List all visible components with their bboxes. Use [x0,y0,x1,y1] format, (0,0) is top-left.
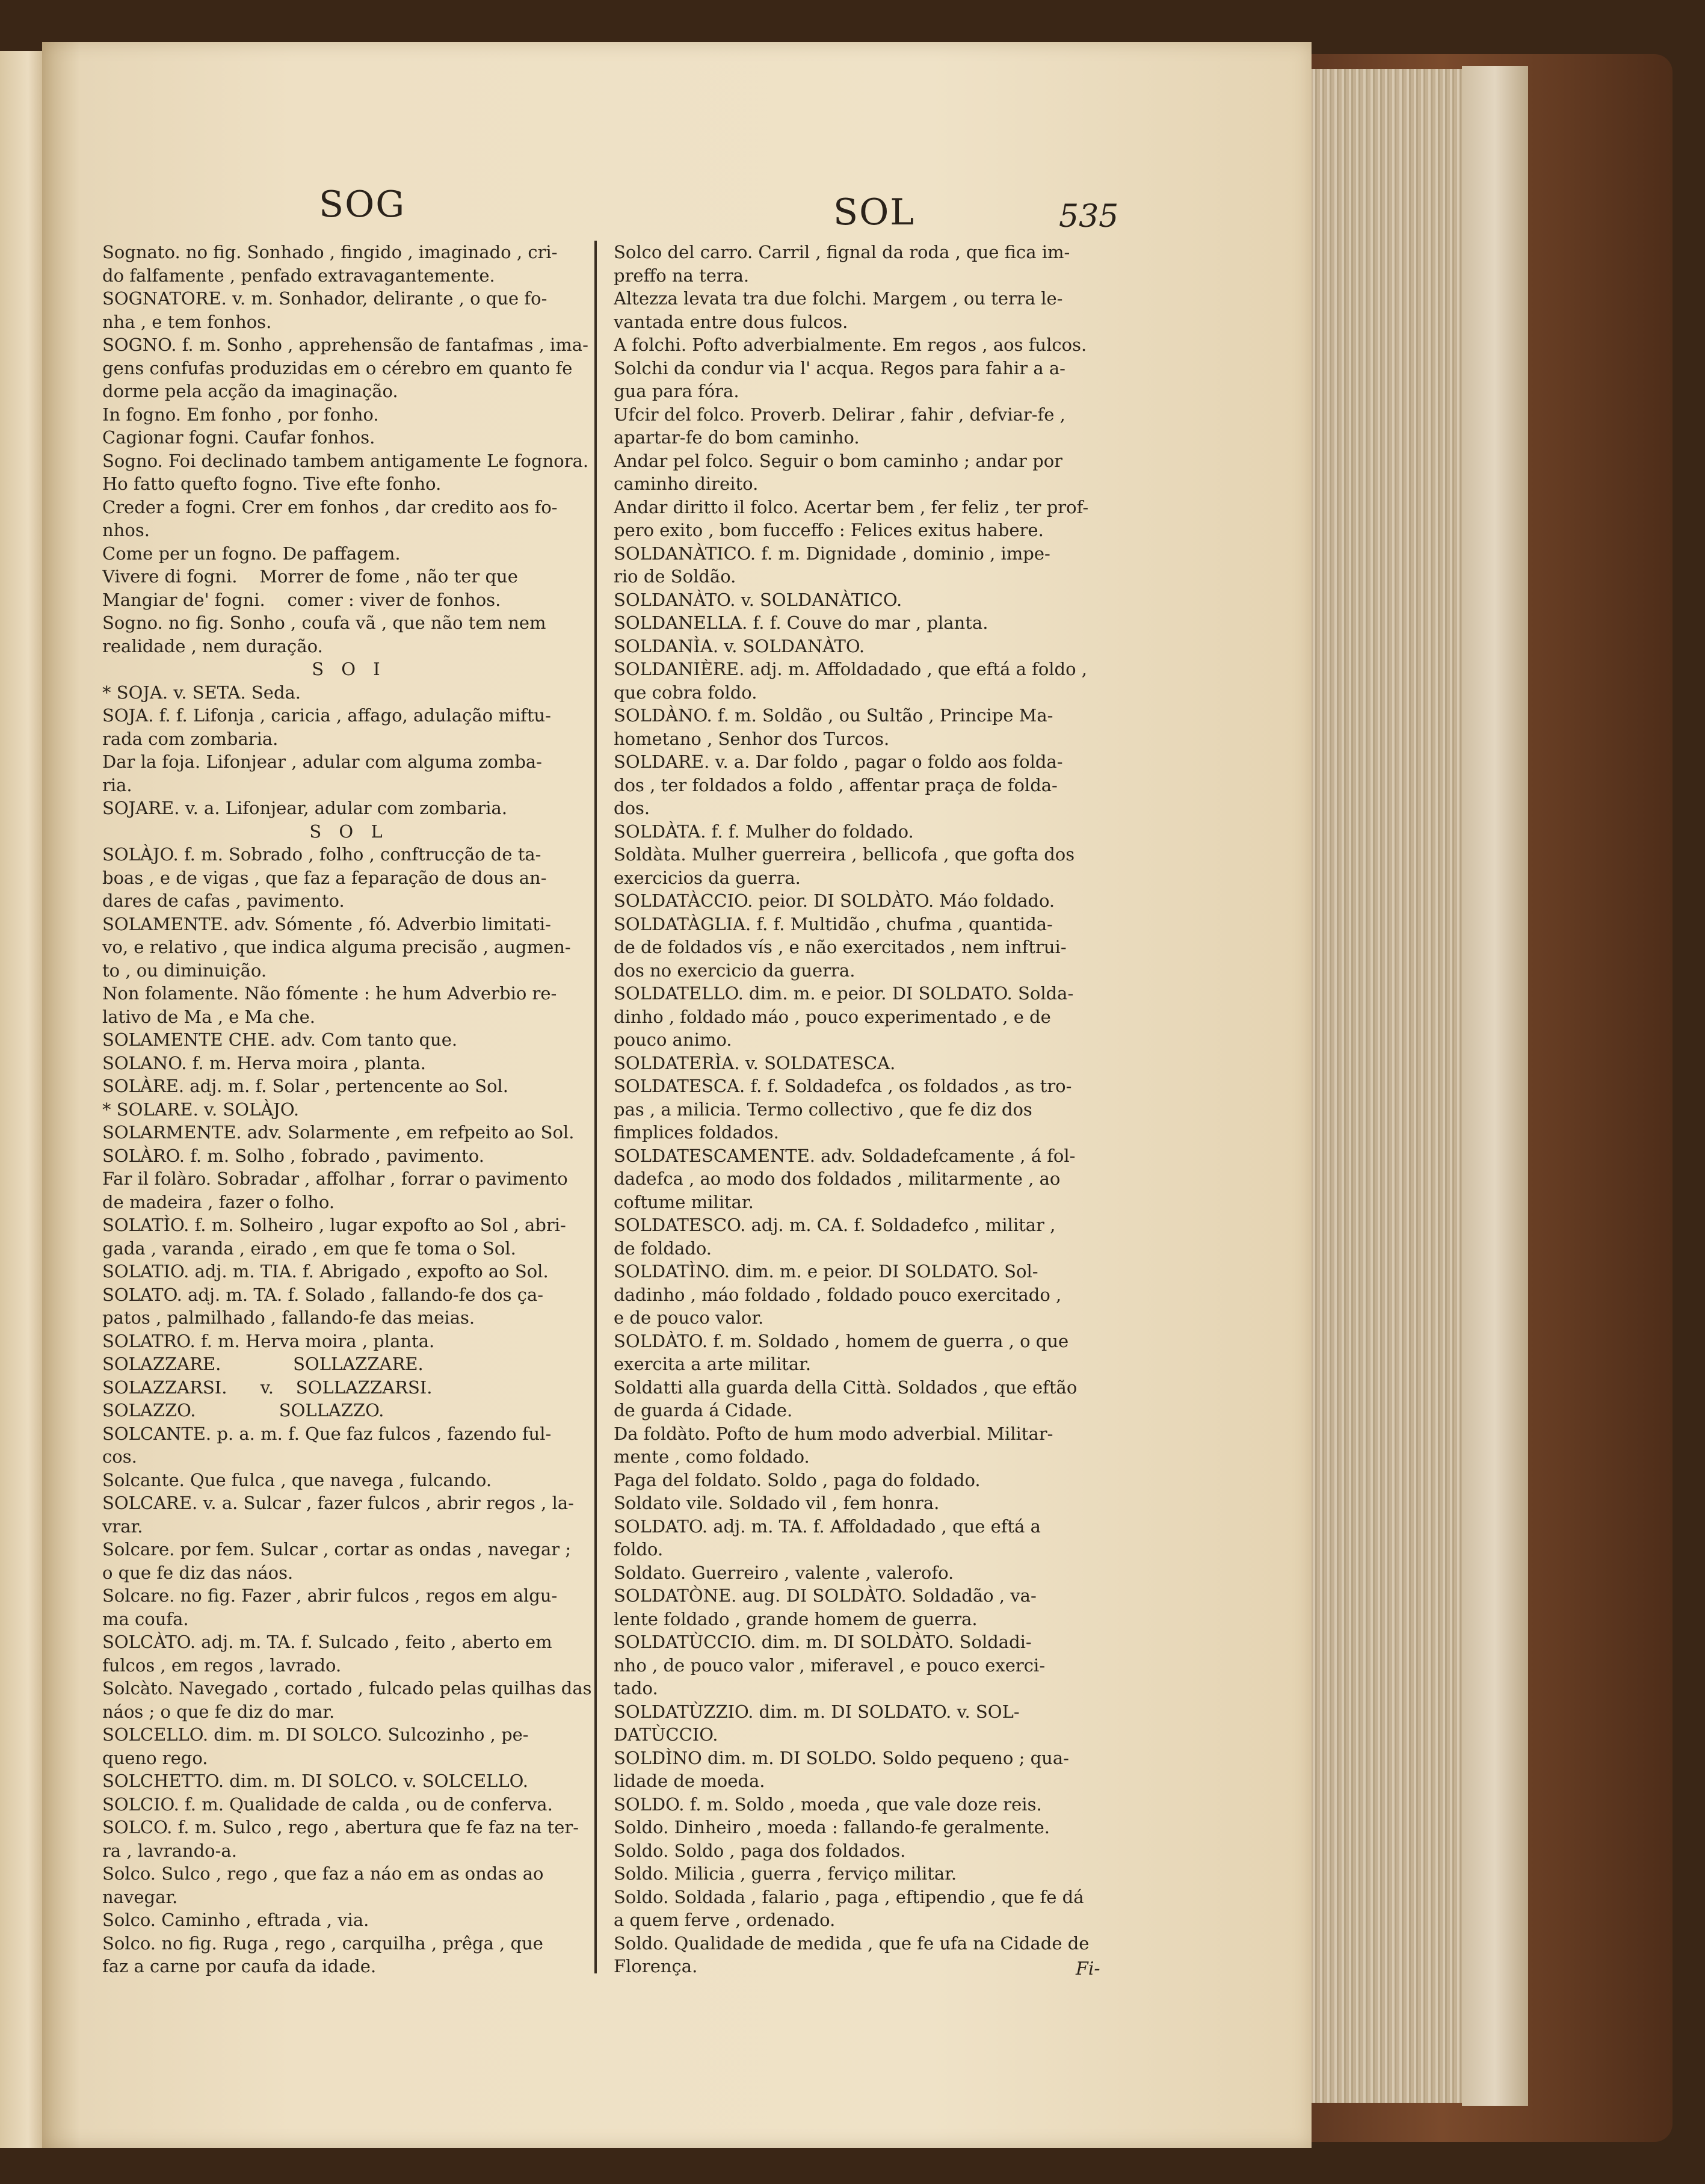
entry-line: SOLÀRO. f. m. Solho , fobrado , pavimento. [102,1145,484,1166]
right-column [614,241,1125,1978]
entry-line: de madeira , fazer o folho. [102,1191,335,1212]
entry-line: to , ou diminuição. [102,960,267,981]
entry-line: Altezza levata tra due folchi. Margem , ou terra le- [614,288,1063,309]
entry-line: SOLAMENTE CHE. adv. Com tanto que. [102,1029,458,1050]
entry-line: Andar pel folco. Seguir o bom caminho ; andar por [614,450,1063,471]
entry-line: de foldado. [614,1238,712,1259]
entry-line: Soldo. Dinheiro , moeda : fallando-fe geralmente. [614,1817,1050,1837]
entry-line: SOLCELLO. dim. m. DI SOLCO. Sulcozinho , pe- [102,1724,529,1745]
entry-line: vrar. [102,1516,143,1537]
page-block-edge-outer [1462,66,1528,2106]
entry-line: Florença. [614,1956,698,1976]
entry-line: patos , palmilhado , fallando-fe das meias. [102,1307,475,1328]
entry-line: SOLDÀTO. f. m. Soldado , homem de guerra , o que [614,1330,1069,1351]
entry-line: SOLDÀNO. f. m. Soldão , ou Sultão , Principe Ma- [614,705,1053,726]
entry-line: rio de Soldão. [614,566,736,587]
entry-line: SOLÀJO. f. m. Sobrado , folho , conftrucção de ta- [102,844,541,865]
entry-line: Da foldàto. Pofto de hum modo adverbial. Militar- [614,1423,1053,1444]
entry-line: Solcare. no fig. Fazer , abrir fulcos , regos em algu- [102,1585,558,1606]
entry-line: SOLDÌNO dim. m. DI SOLDO. Soldo pequeno ; qua- [614,1747,1069,1768]
entry-line: de de foldados vís , e não exercitados , nem inftrui- [614,937,1067,957]
entry-line: SOLDATO. adj. m. TA. f. Affoldadado , que eftá a [614,1516,1041,1537]
entry-line: Soldo. Soldada , falario , paga , eftipendio , que fe dá [614,1886,1084,1907]
entry-line: Soldo. Soldo , paga dos foldados. [614,1840,906,1861]
entry-line: SOLDANÀTICO. f. m. Dignidade , dominio , impe- [614,543,1050,564]
entry-line: Sogno. Foi declinado tambem antigamente Le fognora. [102,450,589,471]
entry-line: dos , ter foldados a foldo , affentar praça de folda- [614,774,1058,795]
entry-line: pouco animo. [614,1029,732,1050]
entry-line: SOLATO. adj. m. TA. f. Solado , fallando-fe dos ça- [102,1284,544,1305]
entry-line: Far il folàro. Sobradar , affolhar , forrar o pavimento [102,1168,568,1189]
entry-line: lidade de moeda. [614,1771,765,1791]
entry-line: realidade , nem duração. [102,635,323,656]
entry-line: SOLCÀTO. adj. m. TA. f. Sulcado , feito , aberto em [102,1632,552,1652]
entry-line: pero exito , bom fucceffo : Felices exitus habere. [614,520,1044,540]
entry-line: pas , a milicia. Termo collectivo , que fe diz dos [614,1099,1032,1120]
entry-line: do falfamente , penfado extravagantemente. [102,265,495,286]
entry-line: SOLDATELLO. dim. m. e peior. DI SOLDATO. Solda- [614,983,1074,1004]
entry-line: Solco. Caminho , eftrada , via. [102,1910,369,1930]
entry-line: Creder a fogni. Crer em fonhos , dar credito aos fo- [102,496,558,517]
entry-line: boas , e de vigas , que faz a feparação de dous an- [102,867,547,888]
entry-line: SOLDANÌA. v. SOLDANÀTO. [614,635,865,656]
entry-line: Solchi da condur via l' acqua. Regos para fahir a a- [614,357,1065,378]
entry-line: SOLDATÒNE. aug. DI SOLDÀTO. Soldadão , va- [614,1585,1037,1606]
entry-line: gada , varanda , eirado , em que fe toma o Sol. [102,1238,516,1259]
entry-line: preffo na terra. [614,265,750,286]
entry-line: Solco del carro. Carril , fignal da roda , que fica im- [614,242,1070,262]
catchword: Fi- [1076,1958,1100,1979]
left-column [102,241,596,1978]
facing-page-edge [0,51,47,2148]
entry-line: dos. [614,798,650,818]
entry-line: SOLAZZARE. SOLLAZZARE. [102,1354,424,1374]
page-number: 535 [1059,199,1119,235]
entry-line: Non folamente. Não fómente : he hum Adverbio re- [102,983,557,1004]
entry-line: SOGNO. f. m. Sonho , apprehensão de fantafmas , ima- [102,335,588,355]
entry-line: SOLDATÀCCIO. peior. DI SOLDÀTO. Máo foldado. [614,890,1055,911]
entry-line: SOLDANIÈRE. adj. m. Affoldadado , que eftá a foldo , [614,659,1088,679]
entry-line: Ufcir del folco. Proverb. Delirar , fahir , defviar-fe , [614,404,1065,425]
entry-line: foldo. [614,1539,664,1559]
entry-line: dinho , foldado máo , pouco experimentado , e de [614,1006,1051,1027]
entry-line: SOLAMENTE. adv. Sómente , fó. Adverbio limitati- [102,913,551,934]
entry-line: dadefca , ao modo dos foldados , militarmente , ao [614,1168,1061,1189]
entry-line: SOLAZZO. SOLLAZZO. [102,1400,384,1421]
entry-line: Vivere di fogni. Morrer de fome , não ter que [102,566,518,587]
entry-line: Ho fatto quefto fogno. Tive efte fonho. [102,474,442,494]
entry-line: SOLDATESCO. adj. m. CA. f. Soldadefco , militar , [614,1215,1056,1235]
entry-line: Solcàto. Navegado , cortado , fulcado pelas quilhas das [102,1678,592,1698]
entry-line: SOJARE. v. a. Lifonjear, adular com zombaria. [102,798,508,818]
entry-line: de guarda á Cidade. [614,1400,793,1421]
entry-line: e de pouco valor. [614,1307,764,1328]
entry-line: o que fe diz das náos. [102,1562,294,1583]
entry-line: ra , lavrando-a. [102,1840,237,1861]
entry-line: SOLCHETTO. dim. m. DI SOLCO. v. SOLCELLO. [102,1771,528,1791]
entry-line: Solcante. Que fulca , que navega , fulcando. [102,1469,492,1490]
entry-line: SOLDATÌNO. dim. m. e peior. DI SOLDATO. Sol- [614,1261,1038,1282]
entry-line: gens confufas produzidas em o cérebro em quanto fe [102,357,573,378]
entry-line: dos no exercicio da guerra. [614,960,856,981]
entry-line: exercita a arte militar. [614,1354,812,1374]
entry-line: SOGNATORE. v. m. Sonhador, delirante , o que fo- [102,288,547,309]
entry-line: S O I [312,659,386,679]
entry-line: ma coufa. [102,1608,189,1629]
entry-line: SOLDATERÌA. v. SOLDATESCA. [614,1052,896,1073]
entry-line: hometano , Senhor dos Turcos. [614,728,890,749]
entry-line: Soldatti alla guarda della Città. Soldados , que eftão [614,1377,1078,1398]
entry-line: faz a carne por caufa da idade. [102,1956,377,1976]
entry-line: Soldato vile. Soldado vil , fem honra. [614,1493,940,1513]
entry-line: lativo de Ma , e Ma che. [102,1006,316,1027]
entry-line: navegar. [102,1886,178,1907]
entry-line: SOLANO. f. m. Herva moira , planta. [102,1052,427,1073]
entry-line: Dar la foja. Lifonjear , adular com alguma zomba- [102,751,542,772]
entry-line: SOLÀRE. adj. m. f. Solar , pertencente ao Sol. [102,1076,509,1096]
entry-line: dares de cafas , pavimento. [102,890,345,911]
entry-line: Soldo. Qualidade de medida , que fe ufa na Cidade de [614,1933,1090,1954]
entry-line: Solco. no fig. Ruga , rego , carquilha , prêga , que [102,1933,543,1954]
entry-line: ria. [102,774,132,795]
entry-line: SOLAZZARSI. v. SOLLAZZARSI. [102,1377,433,1398]
entry-line: SOLCANTE. p. a. m. f. Que faz fulcos , fazendo ful- [102,1423,552,1444]
entry-line: SOLATRO. f. m. Herva moira , planta. [102,1330,435,1351]
entry-line: * SOLARE. v. SOLÀJO. [102,1099,300,1120]
entry-line: fimplices foldados. [614,1122,779,1143]
entry-line: tado. [614,1678,658,1698]
entry-line: Soldo. Milicia , guerra , ferviço militar. [614,1863,957,1884]
entry-line: SOLDATESCA. f. f. Soldadefca , os foldados , as tro- [614,1076,1072,1096]
entry-line: SOLDATÀGLIA. f. f. Multidão , chufma , quantida- [614,913,1053,934]
entry-line: SOLARMENTE. adv. Solarmente , em refpeito ao Sol. [102,1122,575,1143]
entry-line: Solcare. por fem. Sulcar , cortar as ondas , navegar ; [102,1539,572,1559]
entry-line: Sogno. no fig. Sonho , coufa vã , que não tem nem [102,612,546,633]
entry-line: vantada entre dous fulcos. [614,311,848,332]
entry-line: SOLDATESCAMENTE. adv. Soldadefcamente , á fol- [614,1145,1076,1166]
entry-line: mente , como foldado. [614,1446,810,1467]
entry-line: que cobra foldo. [614,682,757,703]
entry-line: cos. [102,1446,137,1467]
entry-line: Mangiar de' fogni. comer : viver de fonhos. [102,589,501,610]
entry-line: apartar-fe do bom caminho. [614,427,860,448]
entry-line: fulcos , em regos , lavrado. [102,1655,342,1676]
entry-line: Soldato. Guerreiro , valente , valerofo. [614,1562,954,1583]
entry-line: vo, e relativo , que indica alguma precisão , augmen- [102,937,571,957]
entry-line: * SOJA. v. SETA. Seda. [102,682,301,703]
entry-line: nho , de pouco valor , miferavel , e pouco exerci- [614,1655,1046,1676]
entry-line: dorme pela acção da imaginação. [102,381,398,401]
entry-line: Come per un fogno. De paffagem. [102,543,401,564]
entry-line: SOLDARE. v. a. Dar foldo , pagar o foldo aos folda- [614,751,1063,772]
entry-line: lente foldado , grande homem de guerra. [614,1608,978,1629]
entry-line: Cagionar fogni. Caufar fonhos. [102,427,375,448]
entry-line: caminho direito. [614,474,759,494]
entry-line: Sognato. no fig. Sonhado , fingido , imaginado , cri- [102,242,558,262]
entry-line: náos ; o que fe diz do mar. [102,1701,335,1722]
entry-line: SOLCARE. v. a. Sulcar , fazer fulcos , abrir regos , la- [102,1493,574,1513]
entry-line: SOLATÌO. f. m. Solheiro , lugar expofto ao Sol , abri- [102,1215,566,1235]
entry-line: Andar diritto il folco. Acertar bem , fer feliz , ter prof- [614,496,1089,517]
entry-line: SOLCO. f. m. Sulco , rego , abertura que fe faz na ter- [102,1817,579,1837]
entry-line: SOJA. f. f. Lifonja , caricia , affago, adulação miftu- [102,705,551,726]
entry-line: Paga del foldato. Soldo , paga do foldado. [614,1469,981,1490]
entry-line: S O L [309,821,389,842]
entry-line: SOLDATÙZZIO. dim. m. DI SOLDATO. v. SOL- [614,1701,1020,1722]
entry-line: exercicios da guerra. [614,867,801,888]
entry-line: SOLDO. f. m. Soldo , moeda , que vale doze reis. [614,1794,1042,1815]
entry-line: gua para fóra. [614,381,739,401]
running-head-right: SOL [833,191,916,233]
entry-line: Solco. Sulco , rego , que faz a náo em as ondas ao [102,1863,544,1884]
entry-line: A folchi. Pofto adverbialmente. Em regos , aos fulcos. [614,335,1087,355]
entry-line: In fogno. Em fonho , por fonho. [102,404,379,425]
entry-line: SOLCIO. f. m. Qualidade de calda , ou de conferva. [102,1794,553,1815]
entry-line: a quem ferve , ordenado. [614,1910,836,1930]
entry-line: nhos. [102,520,150,540]
entry-line: SOLDATÙCCIO. dim. m. DI SOLDÀTO. Soldadi- [614,1632,1032,1652]
entry-line: rada com zombaria. [102,728,279,749]
entry-line: coftume militar. [614,1191,754,1212]
entry-line: Soldàta. Mulher guerreira , bellicofa , que gofta dos [614,844,1075,865]
entry-line: SOLDANELLA. f. f. Couve do mar , planta. [614,612,988,633]
entry-line: dadinho , máo foldado , foldado pouco exercitado , [614,1284,1062,1305]
entry-line: nha , e tem fonhos. [102,311,272,332]
entry-line: DATÙCCIO. [614,1724,718,1745]
entry-line: SOLATIO. adj. m. TIA. f. Abrigado , expofto ao Sol. [102,1261,549,1282]
running-head-left: SOG [319,184,406,226]
entry-line: queno rego. [102,1747,208,1768]
entry-line: SOLDANÀTO. v. SOLDANÀTICO. [614,589,902,610]
entry-line: SOLDÀTA. f. f. Mulher do foldado. [614,821,914,842]
